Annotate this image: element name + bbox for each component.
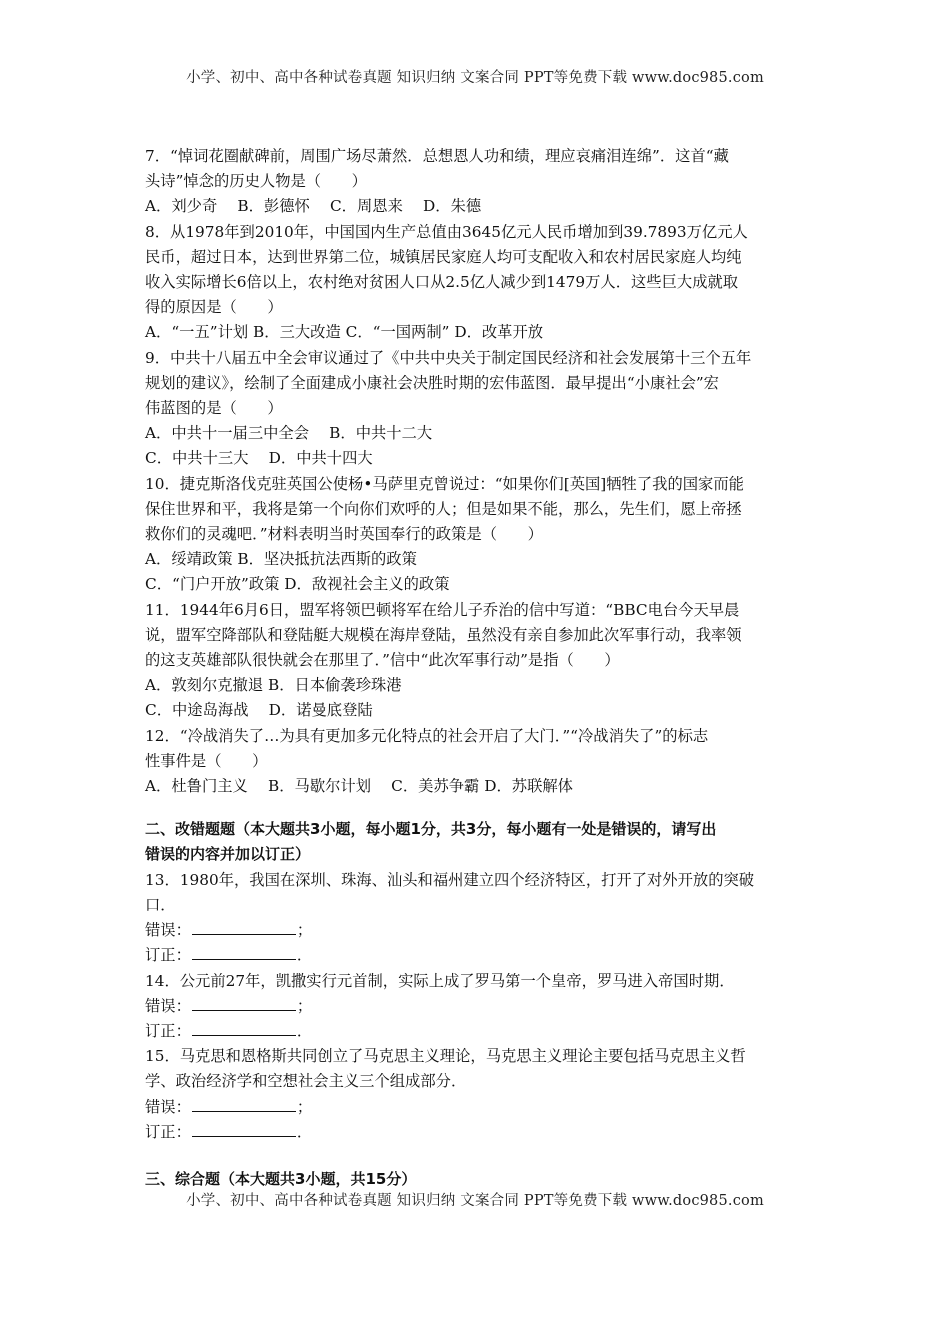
punct: ；	[296, 1097, 313, 1116]
exam-content	[145, 144, 815, 1192]
question-11	[145, 598, 815, 724]
error-answer-line	[145, 918, 815, 943]
question-text: 8．从1978年到2010年，中国国内生产总值由3645亿元人民币增加到39.7893万亿元人	[145, 222, 748, 241]
section-2-heading	[145, 817, 815, 867]
correction-blank[interactable]	[192, 1020, 296, 1036]
punct: ．	[296, 946, 313, 965]
section-title: 二、改错题题（本大题共3小题，每小题1分，共3分，每小题有一处是错误的，请写出	[145, 820, 717, 839]
section-title: 错误的内容并加以订正）	[145, 845, 311, 864]
question-15	[145, 1044, 815, 1145]
correction-label: 订正：	[145, 1122, 191, 1141]
question-text: 救你们的灵魂吧．”材料表明当时英国奉行的政策是（ ）	[145, 525, 543, 544]
question-options: C．“门户开放”政策 D．敌视社会主义的政策	[145, 575, 450, 594]
question-text: 保住世界和平，我将是第一个向你们欢呼的人；但是如果不能，那么，先生们，愿上帝拯	[145, 499, 742, 518]
correction-answer-line	[145, 1120, 815, 1145]
question-options: C．中共十三大 D．中共十四大	[145, 449, 373, 468]
question-text: 口．	[145, 895, 176, 914]
punct: ．	[296, 1021, 313, 1040]
section-3-title: 三、综合题（本大题共3小题，共15分）	[145, 1169, 417, 1188]
question-7	[145, 144, 815, 220]
error-label: 错误：	[145, 1097, 191, 1116]
question-text: 性事件是（ ）	[145, 751, 268, 770]
question-text: 民币，超过日本，达到世界第二位，城镇居民家庭人均可支配收入和农村居民家庭人均纯	[145, 247, 742, 266]
error-answer-line	[145, 994, 815, 1019]
question-options: A．绥靖政策 B．坚决抵抗法西斯的政策	[145, 550, 417, 569]
question-text: 15．马克思和恩格斯共同创立了马克思主义理论，马克思主义理论主要包括马克思主义哲	[145, 1047, 746, 1066]
question-9	[145, 346, 815, 472]
question-14	[145, 969, 815, 1045]
correction-label: 订正：	[145, 1021, 191, 1040]
question-text: 7．“悼词花圈献碑前，周围广场尽萧然．总想恩人功和绩，理应哀痛泪连绵”．这首“藏	[145, 147, 729, 165]
error-blank[interactable]	[192, 919, 296, 935]
punct: ；	[296, 921, 313, 940]
error-label: 错误：	[145, 921, 191, 940]
question-8	[145, 220, 815, 346]
error-blank[interactable]	[192, 1096, 296, 1112]
question-options: C．中途岛海战 D．诺曼底登陆	[145, 701, 373, 720]
question-text: 14．公元前27年，凯撒实行元首制，实际上成了罗马第一个皇帝，罗马进入帝国时期．	[145, 971, 735, 990]
question-text: 学、政治经济学和空想社会主义三个组成部分．	[145, 1072, 467, 1091]
question-text: 头诗”悼念的历史人物是（ ）	[145, 172, 367, 191]
question-options: A．杜鲁门主义 B．马歇尔计划 C．美苏争霸 D．苏联解体	[145, 777, 573, 796]
question-options: A．敦刻尔克撤退 B．日本偷袭珍珠港	[145, 676, 402, 695]
question-text: 收入实际增长6倍以上，农村绝对贫困人口从2.5亿人减少到1479万人．这些巨大成就取	[145, 273, 739, 292]
question-text: 规划的建议》，绘制了全面建成小康社会决胜时期的宏伟蓝图．最早提出“小康社会”宏	[145, 373, 719, 392]
error-answer-line	[145, 1095, 815, 1120]
correction-label: 订正：	[145, 946, 191, 965]
correction-blank[interactable]	[192, 1121, 296, 1137]
question-text: 得的原因是（ ）	[145, 298, 283, 317]
correction-answer-line	[145, 943, 815, 968]
punct: ．	[296, 1122, 313, 1141]
page-header: 小学、初中、高中各种试卷真题 知识归纳 文案合同 PPT等免费下载 www.doc985.com	[186, 70, 764, 86]
page-footer: 小学、初中、高中各种试卷真题 知识归纳 文案合同 PPT等免费下载 www.doc985.com	[186, 1193, 764, 1209]
question-text: 的这支英雄部队很快就会在那里了．”信中“此次军事行动”是指（ ）	[145, 651, 620, 670]
question-text: 13．1980年，我国在深圳、珠海、汕头和福州建立四个经济特区，打开了对外开放的突破	[145, 870, 755, 889]
question-text: 伟蓝图的是（ ）	[145, 399, 283, 418]
question-text: 10．捷克斯洛伐克驻英国公使杨•马萨里克曾说过：“如果你们[英国]牺牲了我的国家而能	[145, 474, 744, 493]
correction-answer-line	[145, 1019, 815, 1044]
error-blank[interactable]	[192, 995, 296, 1011]
question-text: 11．1944年6月6日，盟军将领巴顿将军在给儿子乔治的信中写道：“BBC电台今天早晨	[145, 600, 740, 619]
correction-blank[interactable]	[192, 944, 296, 960]
question-options: A．中共十一届三中全会 B．中共十二大	[145, 424, 433, 443]
punct: ；	[296, 996, 313, 1015]
question-text: 说，盟军空降部队和登陆艇大规模在海岸登陆，虽然没有亲自参加此次军事行动，我率领	[145, 625, 742, 644]
error-label: 错误：	[145, 996, 191, 1015]
question-text: 9．中共十八届五中全会审议通过了《中共中央关于制定国民经济和社会发展第十三个五年	[145, 348, 752, 367]
question-13	[145, 868, 815, 969]
question-text: 12．“冷战消失了…为具有更加多元化特点的社会开启了大门．”“冷战消失了”的标志	[145, 726, 709, 745]
question-options: A．刘少奇 B．彭德怀 C．周恩来 D．朱德	[145, 197, 482, 216]
question-options: A．“一五”计划 B．三大改造 C．“一国两制” D．改革开放	[145, 323, 544, 342]
question-12	[145, 724, 815, 800]
question-10	[145, 472, 815, 598]
